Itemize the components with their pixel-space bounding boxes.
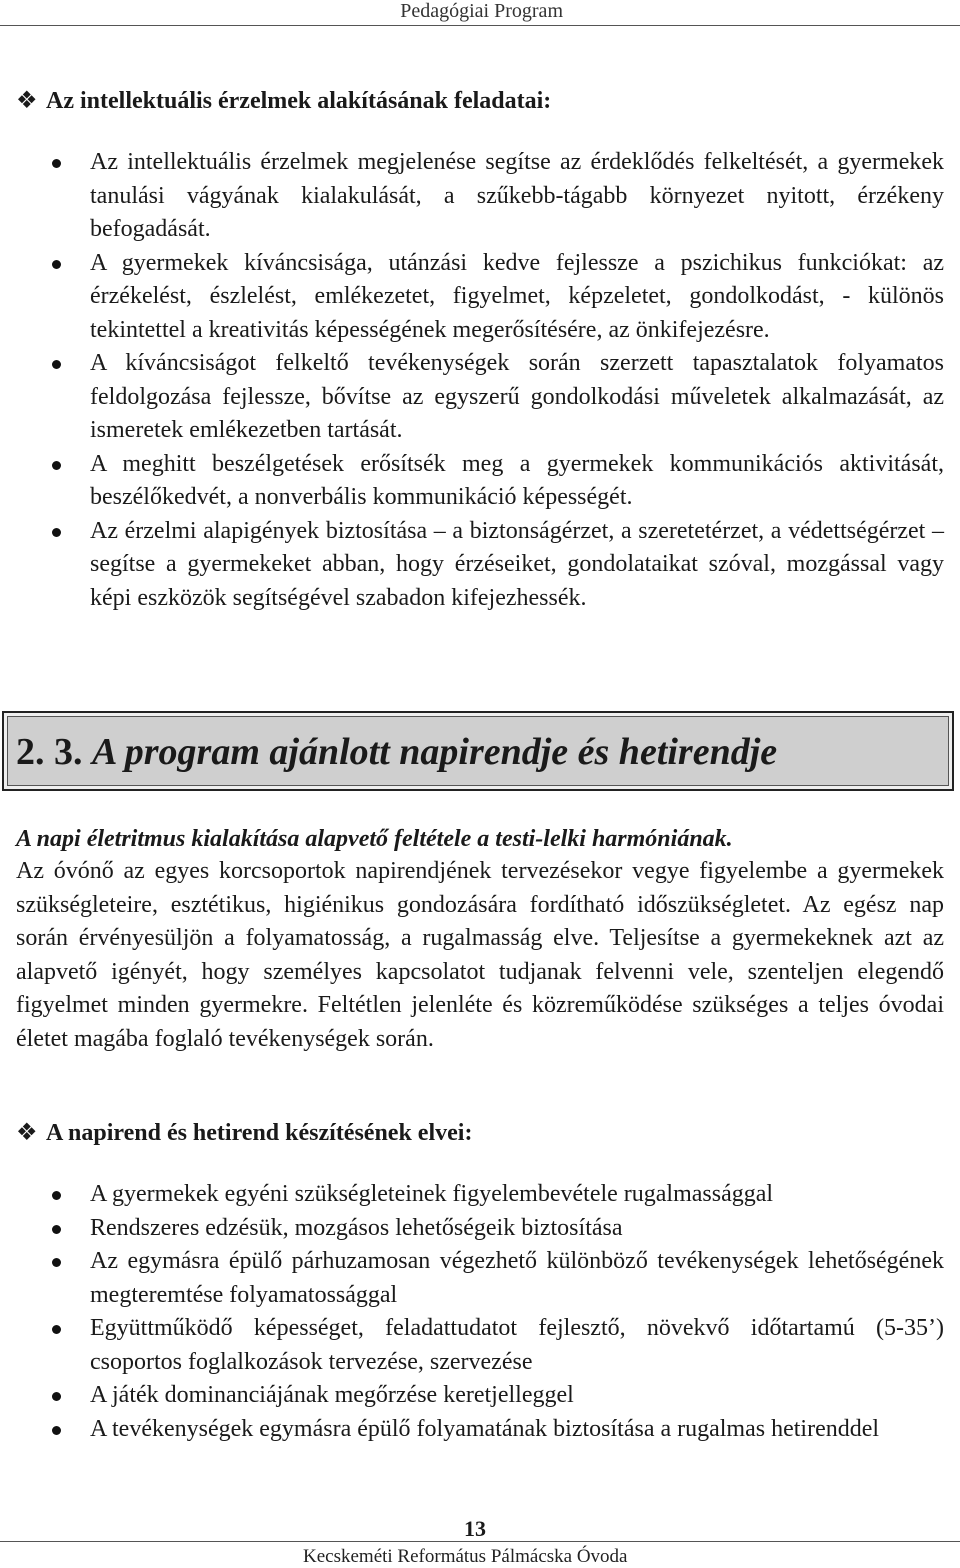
header-title: Pedagógiai Program: [400, 0, 563, 22]
bullet-icon: [52, 1392, 61, 1401]
page-footer: [0, 1541, 960, 1567]
intro-statement: A napi életritmus kialakítása alapvető feltétele a testi-lelki harmóniának.: [16, 826, 733, 852]
list-item-text: A kíváncsiságot felkeltő tevékenységek során szerzett tapasztalatok folyamatos feldolgozása fejlessze, bővítse az egyszerű gondolkodási műveletek alkalmazását, az ismeretek emlékezetben tartását.: [90, 350, 944, 443]
list-item-text: Együttműködő képességet, feladattudatot fejlesztő, növekvő időtartamú (5-35’) csoportos foglalkozások tervezése, szervezése: [90, 1315, 944, 1375]
bullet-icon: [52, 461, 61, 470]
list-item-text: A gyermekek egyéni szükségleteinek figyelembevétele rugalmassággal: [90, 1181, 774, 1207]
list-item-text: Rendszeres edzésük, mozgásos lehetőségeik biztosítása: [90, 1214, 623, 1241]
list-item-text: A meghitt beszélgetések erősítsék meg a gyermekek kommunikációs aktivitását, beszélőkedvét, a nonverbális kommunikáció képességét.: [90, 450, 944, 510]
list-item-text: Az egymásra épülő párhuzamosan végezhető különböző tevékenységek lehetőségének megteremtése folyamatossággal: [90, 1248, 944, 1308]
diamond-bullet-icon: ❖: [16, 88, 38, 114]
heading-text: Az intellektuális érzelmek alakításának feladatai:: [46, 88, 552, 114]
list-item: [16, 1413, 944, 1447]
list-item-text: A játék dominanciájának megőrzése keretjelleggel: [90, 1382, 574, 1408]
bullet-icon: [52, 159, 61, 168]
list-item-text: A tevékenységek egymásra épülő folyamatának biztosítása a rugalmas hetirenddel: [90, 1415, 880, 1442]
page-header: [0, 0, 960, 26]
list-item-text: Az érzelmi alapigények biztosítása – a biztonságérzet, a szeretetérzet, a védettségérzet – segítse a gyermekeket abban, hogy érzéseiket, gondolataikat szóval, mozgással vagy képi eszközök segítségével szabadon kifejezhessék.: [90, 517, 944, 611]
section-title: [16, 729, 777, 775]
section-number: 2. 3.: [16, 731, 83, 773]
heading-text: A napirend és hetirend készítésének elvei:: [46, 1120, 473, 1146]
list-item-text: Az intellektuális érzelmek megjelenése segítse az érdeklődés felkeltését, a gyermekek tanulási vágyának kialakulását, a szűkebb-tágabb környezet nyitott, érzékeny befogadását.: [90, 149, 944, 242]
bullet-icon: [52, 1325, 61, 1334]
list-item: [16, 1379, 944, 1413]
bullet-icon: [52, 1191, 61, 1200]
intellectual-emotions-list: [16, 146, 944, 615]
list-item: [16, 247, 944, 348]
list-item: [16, 515, 944, 616]
list-item: [16, 347, 944, 448]
list-item-text: A gyermekek kíváncsisága, utánzási kedve fejlessze a pszichikus funkciókat: az érzékelést, észlelést, emlékezetet, figyelmet, képzeletet, gondolkodást, - különös tekintettel a kreativitás képességének megerősítésére, az önkifejezésre.: [90, 249, 944, 343]
section-title-text: A program ajánlott napirendje és hetirendje: [92, 731, 778, 773]
body-paragraph: Az óvónő az egyes korcsoportok napirendjének tervezésekor vegye figyelembe a gyermekek szükségleteire, esztétikus, higiénikus gondozására fordítható időszükségletet. Az egész nap során érvényesüljön a folyamatosság, a rugalmasság elve. Teljesítse a gyermekeknek azt az alapvető igényét, hogy személyes kapcsolatot tudjanak felvenni vele, szenteljen elegendő figyelmet minden gyermekre. Feltétlen jelenléte és közreműködése szükséges a teljes óvodai életet magába foglaló tevékenységek során.: [16, 858, 944, 1052]
bullet-icon: [52, 1225, 61, 1234]
bullet-icon: [52, 1258, 61, 1267]
list-item: [16, 1212, 944, 1246]
list-item: [16, 1245, 944, 1312]
section-heading-intellectual-emotions: [16, 86, 551, 116]
list-item: [16, 146, 944, 247]
bullet-icon: [52, 360, 61, 369]
list-item: [16, 1312, 944, 1379]
bullet-icon: [52, 1426, 61, 1435]
list-item: [16, 1178, 944, 1212]
page-number: 13: [464, 1516, 486, 1541]
bullet-icon: [52, 528, 61, 537]
section-heading-daily-weekly-principles: [16, 1118, 472, 1148]
section-title-box: [2, 711, 954, 791]
diamond-bullet-icon: ❖: [16, 1120, 38, 1146]
principles-list: [16, 1178, 944, 1446]
bullet-icon: [52, 260, 61, 269]
list-item: [16, 448, 944, 515]
footer-text: Kecskeméti Református Pálmácska Óvoda: [303, 1546, 628, 1567]
